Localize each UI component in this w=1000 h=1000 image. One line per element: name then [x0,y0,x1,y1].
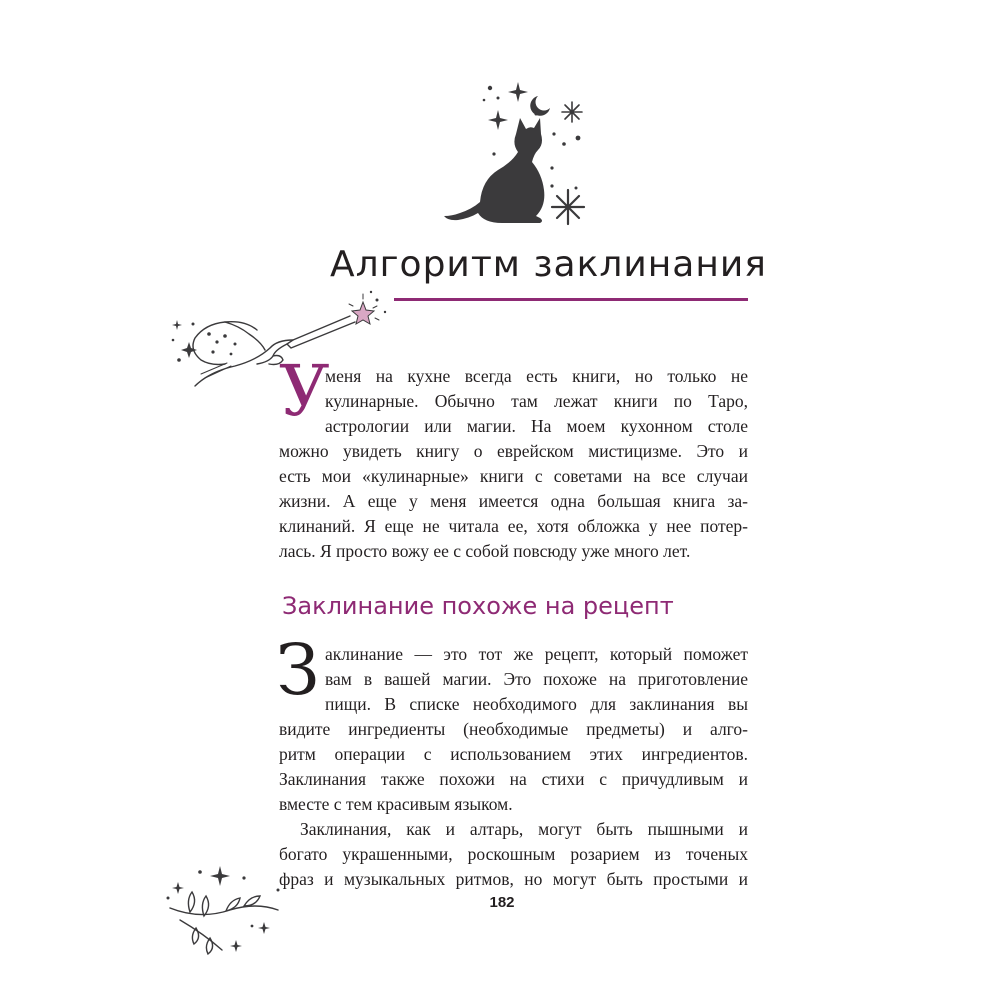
page-number: 182 [489,894,515,911]
paragraph-line: меня на кухне всегда есть книги, но только не [325,366,748,386]
paragraph-line: жизни. А еще у меня имеется одна большая книга за- [279,491,748,511]
paragraph-line: фраз и музыкальных ритмов, но могут быть простыми и [279,869,748,889]
paragraph-line: вместе с тем красивым языком. [279,794,513,814]
paragraph-line: ритм операции с использованием этих ингредиентов. [279,744,748,764]
paragraph-line: астрологии или магии. На моем кухонном столе [325,416,748,436]
paragraph-line: лась. Я просто вожу ее с собой повсюду уже много лет. [279,541,691,561]
branch-with-stars-illustration [160,860,285,955]
section-subtitle: Заклинание похоже на рецепт [282,592,674,620]
chapter-title: Алгоритм заклинания [330,244,767,285]
paragraph-line: Заклинания, как и алтарь, могут быть пышными и [300,819,748,839]
paragraph-line: кулинарные. Обычно там лежат книги по Таро, [325,391,748,411]
drop-cap: У [279,350,330,432]
paragraph-line: можно увидеть книгу о еврейском мистицизме. Это и [279,441,748,461]
drop-cap: З [276,629,320,711]
cat-illustration [440,78,590,238]
paragraph-line: богато украшенными, роскошным розарием из точеных [279,844,748,864]
paragraph-line: Заклинания также похожи на стихи с причудливым и [279,769,748,789]
paragraph-line: есть мои «кулинарные» книги с советами на все случаи [279,466,748,486]
paragraph-line: аклинание — это тот же рецепт, который поможет [325,644,748,664]
title-underline [394,298,748,301]
paragraph-line: видите ингредиенты (необходимые предметы) и алго- [279,719,748,739]
paragraph-line: вам в вашей магии. Это похоже на приготовление [325,669,748,689]
paragraph-line: клинаний. Я еще не читала ее, хотя обложка у нее потер- [279,516,748,536]
paragraph-line: пищи. В списке необходимого для заклинания вы [325,694,748,714]
